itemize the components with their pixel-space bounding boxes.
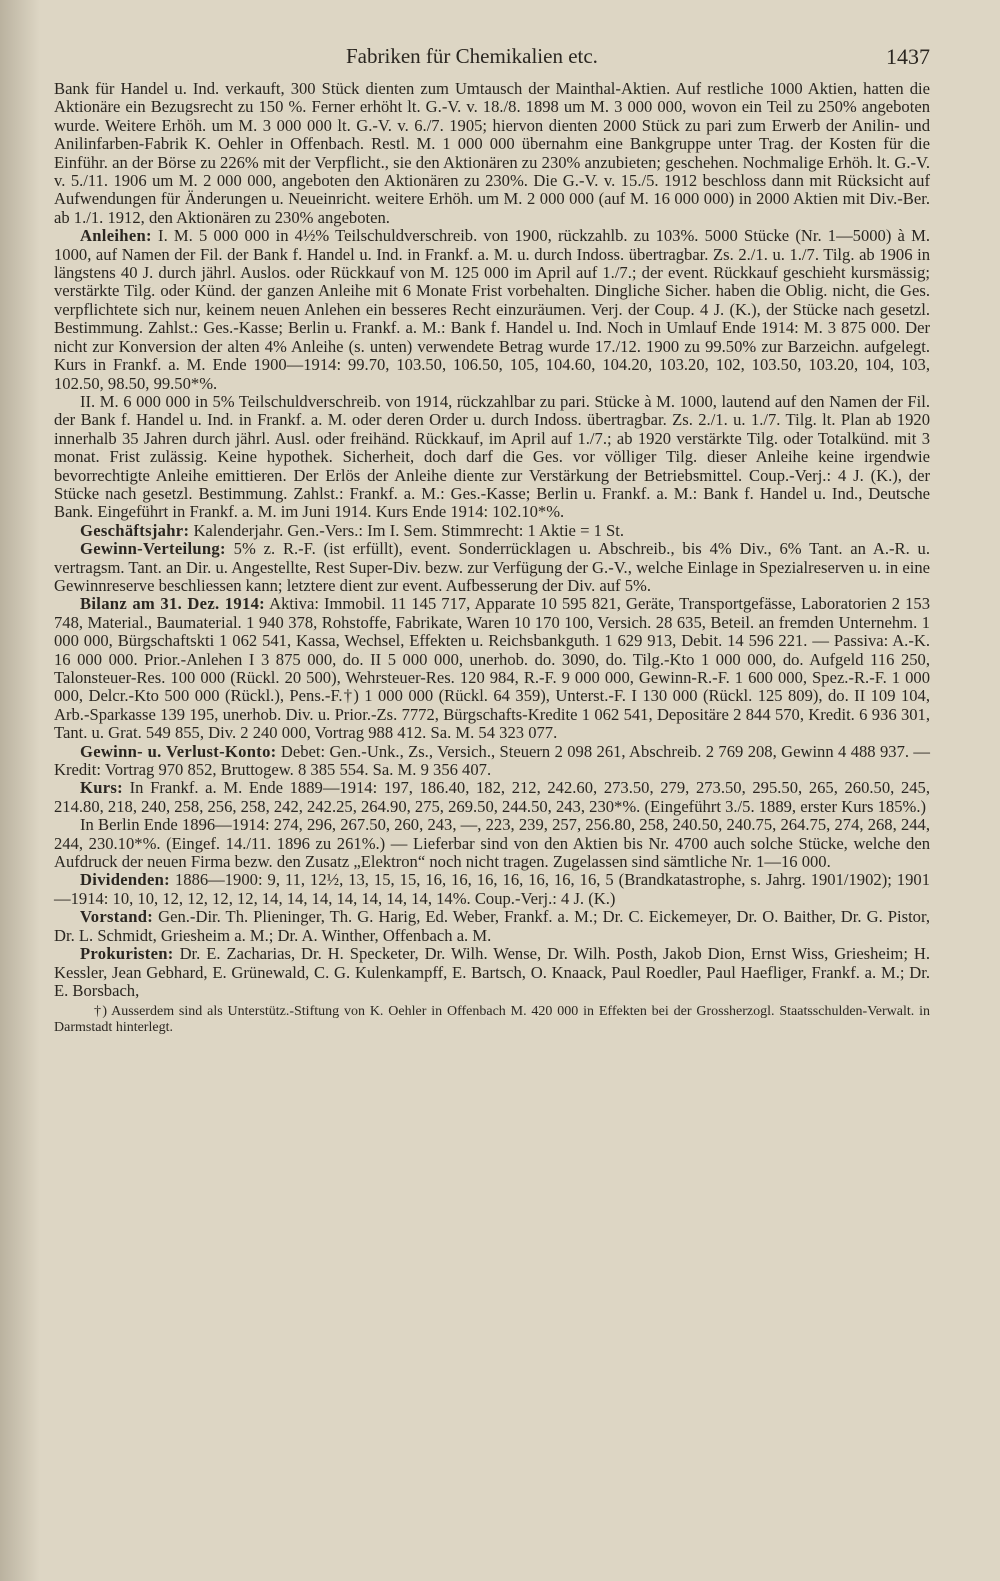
section-label-anleihen: Anleihen:	[80, 226, 152, 246]
paragraph-gewinn-verteilung: Gewinn-Verteilung: 5% z. R.-F. (ist erfüllt), event. Sonderrücklagen u. Abschreib., bis 4% Div., 6% Tant. an A.-R. u. vertragsm. Tant. an Dir. u. Angestellte, Rest Super-Div. bezw. zur Verfügung der G.-V., welche Einlage in Spezialreserven u. in eine Gewinnreserve beschliessen kann; letztere dient zur event. Aufbesserung der Div. auf 5%.	[54, 539, 930, 595]
section-label-prokuristen: Prokuristen:	[80, 944, 174, 964]
paragraph-anleihen: Anleihen: I. M. 5 000 000 in 4½% Teilschuldverschreib. von 1900, rückzahlb. zu 103%. 5000 Stücke (Nr. 1—5000) à M. 1000, auf Namen der Fil. der Bank f. Handel u. Ind. in Frankf. a. M. u. durch Indoss. übertragbar. Zs. 2./1. u. 1./7. Tilg. ab 1906 in längstens 40 J. durch jährl. Auslos. oder Rückkauf von M. 125 000 im April auf 1./7.; der event. Rückkauf geschieht kursmässig; verstärkte Tilg. oder Künd. der ganzen Anleihe mit 6 Monate Frist vorbehalten. Dingliche Sicher. haben die Oblig. nicht, die Ges. verpflichtete sich nur, keinem neuen Anlehen ein besseres Recht einzuräumen. Verj. der Coup. 4 J. (K.), der Stücke nach gesetzl. Bestimmung. Zahlst.: Ges.-Kasse; Berlin u. Frankf. a. M.: Bank f. Handel u. Ind. Noch in Umlauf Ende 1914: M. 3 875 000. Der nicht zur Konversion der alten 4% Anleihe (s. unten) verwendete Betrag wurde 17./12. 1900 zu 99.50% zur Barzeichn. aufgelegt. Kurs in Frankf. a. M. Ende 1900—1914: 99.70, 103.50, 106.50, 105, 104.60, 104.20, 103.20, 102, 103.50, 103.20, 104, 103, 102.50, 98.50, 99.50*%.	[54, 226, 930, 393]
paragraph-dividenden: Dividenden: 1886—1900: 9, 11, 12½, 13, 15, 15, 16, 16, 16, 16, 16, 16, 16, 5 (Brandkatastrophe, s. Jahrg. 1901/1902); 1901—1914: 10, 10, 12, 12, 12, 12, 14, 14, 14, 14, 14, 14, 14, 14%. Coup.-Verj.: 4 J. (K.)	[54, 870, 930, 908]
paragraph-gewinn-verlust: Gewinn- u. Verlust-Konto: Debet: Gen.-Unk., Zs., Versich., Steuern 2 098 261, Abschreib. 2 769 208, Gewinn 4 488 937. — Kredit: Vortrag 970 852, Bruttogew. 8 385 554. Sa. M. 9 356 407.	[54, 741, 930, 780]
section-label-gewinn-verteilung: Gewinn-Verteilung:	[80, 539, 226, 559]
page-header	[36, 40, 930, 80]
section-label-gewinn-verlust: Gewinn- u. Verlust-Konto:	[80, 741, 277, 761]
section-label-kurs: Kurs:	[80, 778, 123, 798]
paragraph-capital-history: Bank für Handel u. Ind. verkauft, 300 Stück dienten zum Umtausch der Mainthal-Aktien. Auf restliche 1000 Aktien, hatten die Aktionäre ein Bezugsrecht zu 150 %. Ferner erhöht lt. G.-V. v. 18./8. 1898 um M. 3 000 000, wovon ein Teil zu 250% angeboten wurde. Weitere Erhöh. um M. 3 000 000 lt. G.-V. v. 6./7. 1905; hiervon dienten 2000 Stück zu pari zum Erwerb der Anilin- und Anilinfarben-Fabrik K. Oehler in Offenbach. Restl. M. 1 000 000 übernahm eine Bankgruppe unter Trag. der Kosten für die Einführ. an der Börse zu 226% mit der Verpflicht., sie den Aktionären zu 230% anzubieten; geschehen. Nochmalige Erhöh. lt. G.-V. v. 5./11. 1906 um M. 2 000 000, angeboten den Aktionären zu 230%. Die G.-V. v. 15./5. 1912 beschloss dann mit Rücksicht auf Aufwendungen für Änderungen u. Neueinricht. weitere Erhöh. um M. 2 000 000 (auf M. 16 000 000) in 2000 Aktien mit Div.-Ber. ab 1./1. 1912, den Aktionären zu 230% angeboten.	[54, 79, 930, 227]
paragraph-bilanz: Bilanz am 31. Dez. 1914: Aktiva: Immobil. 11 145 717, Apparate 10 595 821, Geräte, Transportgefässe, Laboratorien 2 153 748, Material., Baumaterial. 1 940 378, Rohstoffe, Fabrikate, Waren 10 170 100, Versich. 28 635, Beteil. an fremden Unternehm. 1 000 000, Bürgschaftskti 1 062 541, Kassa, Wechsel, Effekten u. Reichsbankguth. 1 629 913, Debit. 14 596 221. — Passiva: A.-K. 16 000 000. Prior.-Anlehen I 3 875 000, do. II 5 000 000, unerhob. do. 3090, do. Tilg.-Kto 1 000 000, do. Aufgeld 116 250, Talonsteuer-Res. 100 000 (Rückl. 20 500), Wehrsteuer-Res. 120 984, R.-F. 9 000 000, Gewinn-R.-F. 1 600 000, Spez.-R.-F. 1 000 000, Delcr.-Kto 500 000 (Rückl.), Pens.-F.†) 1 000 000 (Rückl. 64 359), Unterst.-F. I 130 000 (Rückl. 125 809), do. II 109 104, Arb.-Sparkasse 139 195, unerhob. Div. u. Prior.-Zs. 7772, Bürgschafts-Kredite 1 062 541, Depositäre 2 844 570, Kredit. 6 936 301, Tant. u. Grat. 549 855, Div. 2 240 000, Vortrag 988 412. Sa. M. 54 323 077.	[54, 594, 931, 743]
running-head: Fabriken für Chemikalien etc.	[346, 44, 598, 68]
section-label-dividenden: Dividenden:	[80, 870, 170, 890]
page-number: 1437	[886, 44, 930, 69]
paragraph-geschaeftsjahr: Geschäftsjahr: Kalenderjahr. Gen.-Vers.: Im I. Sem. Stimmrecht: 1 Aktie = 1 St.	[80, 520, 625, 540]
section-label-vorstand: Vorstand:	[80, 907, 154, 927]
paragraph-anleihe-ii: II. M. 6 000 000 in 5% Teilschuldverschreib. von 1914, rückzahlbar zu pari. Stücke à M. 1000, lautend auf den Namen der Fil. der Bank f. Handel u. Ind. in Frankf. a. M. oder deren Order u. durch Indoss. übertragbar. Zs. 2./1. u. 1./7. Tilg. lt. Plan ab 1920 innerhalb 35 Jahren durch jährl. Ausl. oder freihänd. Rückkauf, im April auf 1./7.; ab 1920 verstärkte Tilg. oder Totalkünd. mit 3 monat. Frist zulässig. Keine hypothek. Sicherheit, doch darf die Ges. vor völliger Tilg. dieser Anleihe keine irgendwie bevorrechtigte Anleihe emittieren. Der Erlös der Anleihe diente zur Verstärkung der Betriebsmittel. Coup.-Verj.: 4 J. (K.), der Stücke nach gesetzl. Bestimmung. Zahlst.: Frankf. a. M.: Ges.-Kasse; Berlin u. Frankf. a. M.: Bank f. Handel u. Ind., Deutsche Bank. Eingeführt in Frankf. a. M. im Juni 1914. Kurs Ende 1914: 102.10*%.	[54, 391, 930, 522]
footnote: †) Ausserdem sind als Unterstütz.-Stiftung von K. Oehler in Offenbach M. 420 000 in Effekten bei der Grossherzogl. Staatsschulden-Verwalt. in Darmstadt hinterlegt.	[54, 1004, 930, 1036]
section-label-bilanz: Bilanz am 31. Dez. 1914:	[80, 594, 266, 614]
section-label-geschaeftsjahr: Geschäftsjahr:	[80, 520, 190, 540]
paragraph-kurs-berlin: In Berlin Ende 1896—1914: 274, 296, 267.50, 260, 243, —, 223, 239, 257, 256.80, 258, 240.50, 240.75, 264.75, 274, 268, 244, 244, 230.10*%. (Eingef. 14./11. 1896 zu 261%.) — Lieferbar sind von den Aktien bis Nr. 4700 auch solche Stücke, welche den Aufdruck der neuen Firma bezw. den Zusatz „Elektron“ noch nicht tragen. Zugelassen sind sämtliche Nr. 1—16 000.	[54, 815, 930, 872]
paragraph-vorstand: Vorstand: Gen.-Dir. Th. Plieninger, Th. G. Harig, Ed. Weber, Frankf. a. M.; Dr. C. Eickemeyer, Dr. O. Baither, Dr. G. Pistor, Dr. L. Schmidt, Griesheim a. M.; Dr. A. Winther, Offenbach a. M.	[54, 907, 930, 945]
paragraph-prokuristen: Prokuristen: Dr. E. Zacharias, Dr. H. Specketer, Dr. Wilh. Wense, Dr. Wilh. Posth, Jakob Dion, Ernst Wiss, Griesheim; H. Kessler, Jean Gebhard, E. Grünewald, C. G. Kulenkampff, E. Bartsch, O. Knaack, Paul Roedler, Paul Haefliger, Frankf. a. M.; Dr. E. Borsbach,	[54, 944, 930, 1000]
page-body	[54, 80, 930, 1036]
paragraph-kurs: Kurs: In Frankf. a. M. Ende 1889—1914: 197, 186.40, 182, 212, 242.60, 273.50, 279, 273.50, 295.50, 265, 260.50, 245, 214.80, 218, 240, 258, 256, 258, 242, 242.25, 264.90, 275, 269.50, 244.50, 243, 230*%. (Eingeführt 3./5. 1889, erster Kurs 185%.)	[54, 778, 930, 816]
